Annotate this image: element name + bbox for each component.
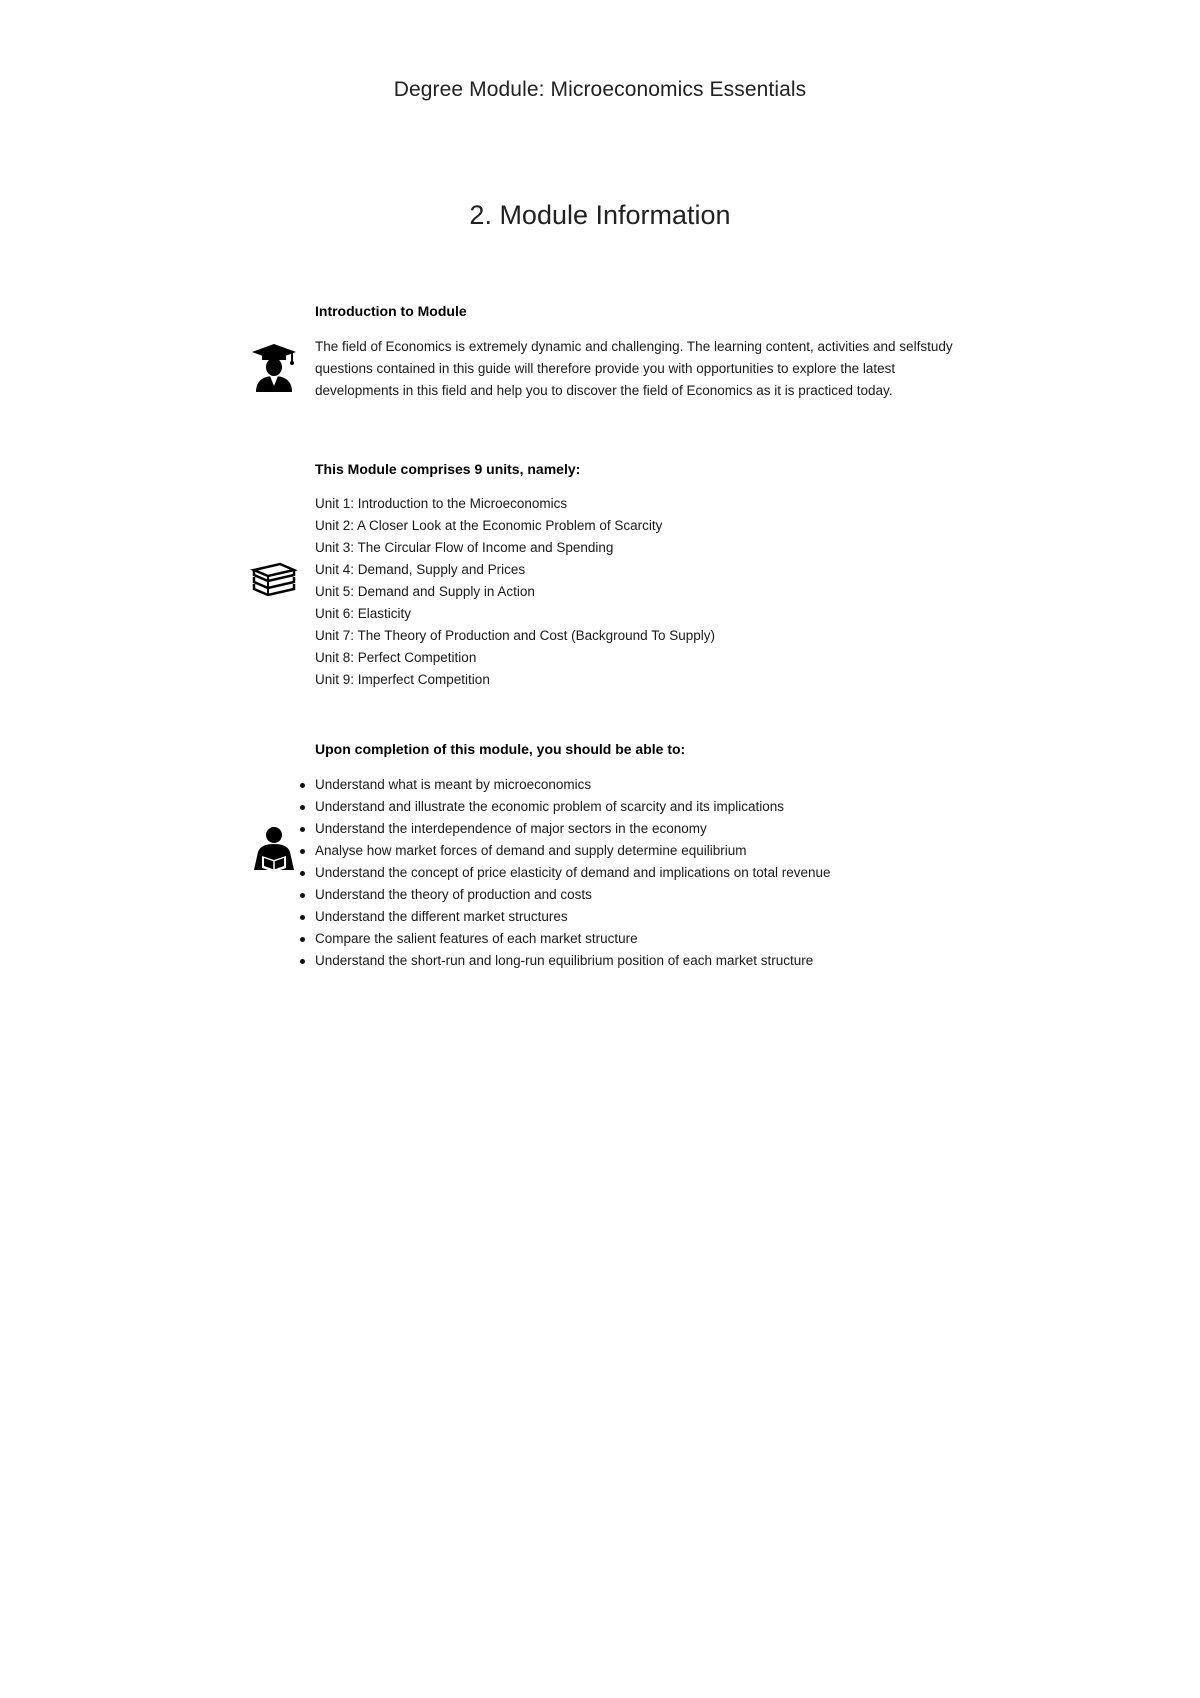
- list-item: Unit 2: A Closer Look at the Economic Problem of Scarcity: [315, 518, 663, 533]
- units-heading: This Module comprises 9 units, namely:: [315, 461, 581, 477]
- objectives-heading: Upon completion of this module, you should be able to:: [315, 741, 686, 757]
- list-item: Understand and illustrate the economic problem of scarcity and its implications: [315, 796, 955, 818]
- list-item: Understand the interdependence of major sectors in the economy: [315, 818, 955, 840]
- books-icon: [250, 560, 298, 612]
- list-item: Unit 1: Introduction to the Microeconomics: [315, 496, 568, 511]
- list-item: Understand the short-run and long-run equilibrium position of each market structure: [315, 950, 955, 972]
- section-title: 2. Module Information: [469, 200, 731, 230]
- list-item: Unit 9: Imperfect Competition: [315, 672, 490, 687]
- list-item: Understand the concept of price elasticity of demand and implications on total revenue: [315, 862, 955, 884]
- list-item: Unit 3: The Circular Flow of Income and Spending: [315, 540, 614, 555]
- page-header: Degree Module: Microeconomics Essentials: [393, 78, 807, 101]
- list-item: Understand what is meant by microeconomics: [315, 774, 955, 796]
- list-item: Unit 5: Demand and Supply in Action: [315, 584, 535, 599]
- intro-heading: Introduction to Module: [315, 303, 467, 319]
- objectives-list: [315, 774, 955, 972]
- list-item: Unit 6: Elasticity: [315, 606, 412, 621]
- list-item: Unit 8: Perfect Competition: [315, 650, 477, 665]
- list-item: Understand the different market structures: [315, 906, 955, 928]
- list-item: Compare the salient features of each market structure: [315, 928, 955, 950]
- list-item: Unit 4: Demand, Supply and Prices: [315, 562, 526, 577]
- graduate-icon: [250, 342, 298, 394]
- list-item: Unit 7: The Theory of Production and Cost (Background To Supply): [315, 628, 715, 643]
- list-item: Understand the theory of production and costs: [315, 884, 955, 906]
- intro-paragraph: The field of Economics is extremely dynamic and challenging. The learning content, activities and selfstudy questions contained in this guide will therefore provide you with opportunities to explore the latest developments in this field and help you to discover the field of Economics as it is practiced today.: [315, 339, 953, 398]
- reader-icon: [250, 826, 298, 878]
- units-list: [315, 493, 955, 691]
- list-item: Analyse how market forces of demand and supply determine equilibrium: [315, 840, 955, 862]
